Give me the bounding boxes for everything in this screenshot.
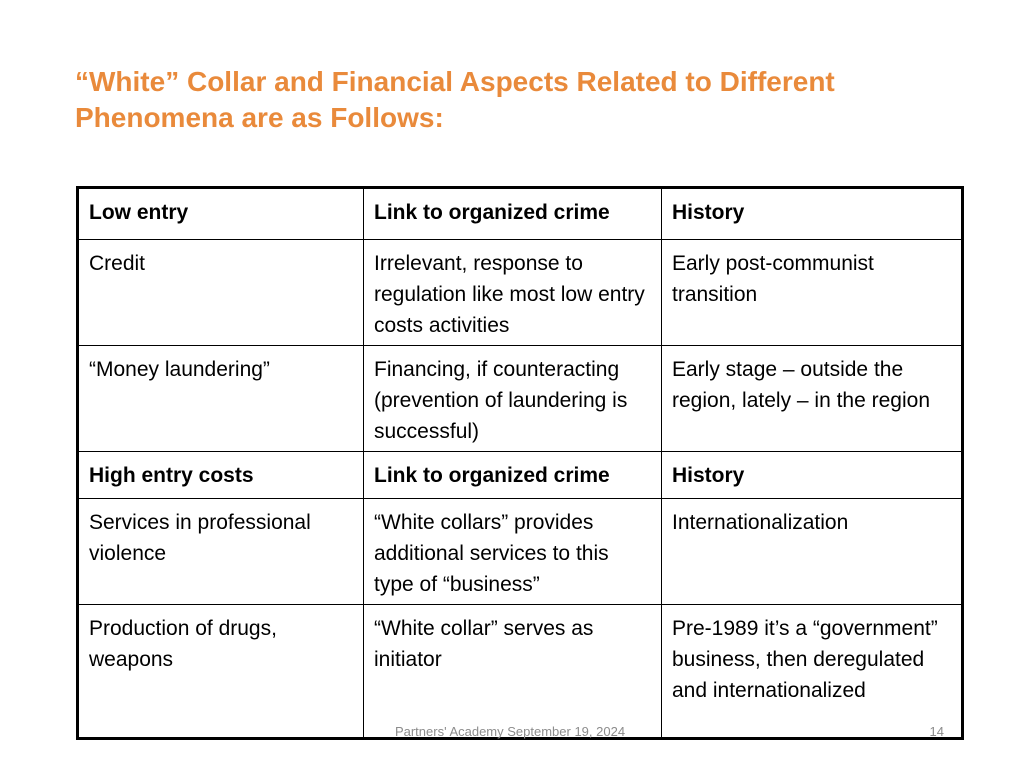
table-cell: Low entry [78,188,364,240]
table-cell: Services in professional violence [78,499,364,605]
footer-text: Partners' Academy September 19, 2024 [394,724,626,739]
table-row [78,240,963,346]
table-row [78,346,963,452]
table-cell: History [662,452,963,499]
table-row [78,499,963,605]
page-number: 14 [929,724,944,739]
table-cell: Production of drugs, weapons [78,605,364,739]
table-cell: Pre-1989 it’s a “government” business, then deregulated and internationalized [662,605,963,739]
table-row [78,605,963,739]
table-cell: “White collars” provides additional services to this type of “business” [364,499,662,605]
table-cell: “White collar” serves as initiator [364,605,662,739]
comparison-table [76,186,964,740]
table-header-row-low-entry [78,188,963,240]
table-cell: Financing, if counteracting (prevention of laundering is successful) [364,346,662,452]
table-cell: “Money laundering” [78,346,364,452]
table-cell: Internationalization [662,499,963,605]
table-cell: Early post-communist transition [662,240,963,346]
table-cell: Link to organized crime [364,452,662,499]
table-cell: Early stage – outside the region, lately – in the region [662,346,963,452]
slide-title: “White” Collar and Financial Aspects Related to Different Phenomena are as Follows: [75,66,835,133]
table-cell: High entry costs [78,452,364,499]
table-cell: Link to organized crime [364,188,662,240]
table-cell: Credit [78,240,364,346]
table-header-row-high-entry [78,452,963,499]
table-cell: History [662,188,963,240]
table-cell: Irrelevant, response to regulation like most low entry costs activities [364,240,662,346]
